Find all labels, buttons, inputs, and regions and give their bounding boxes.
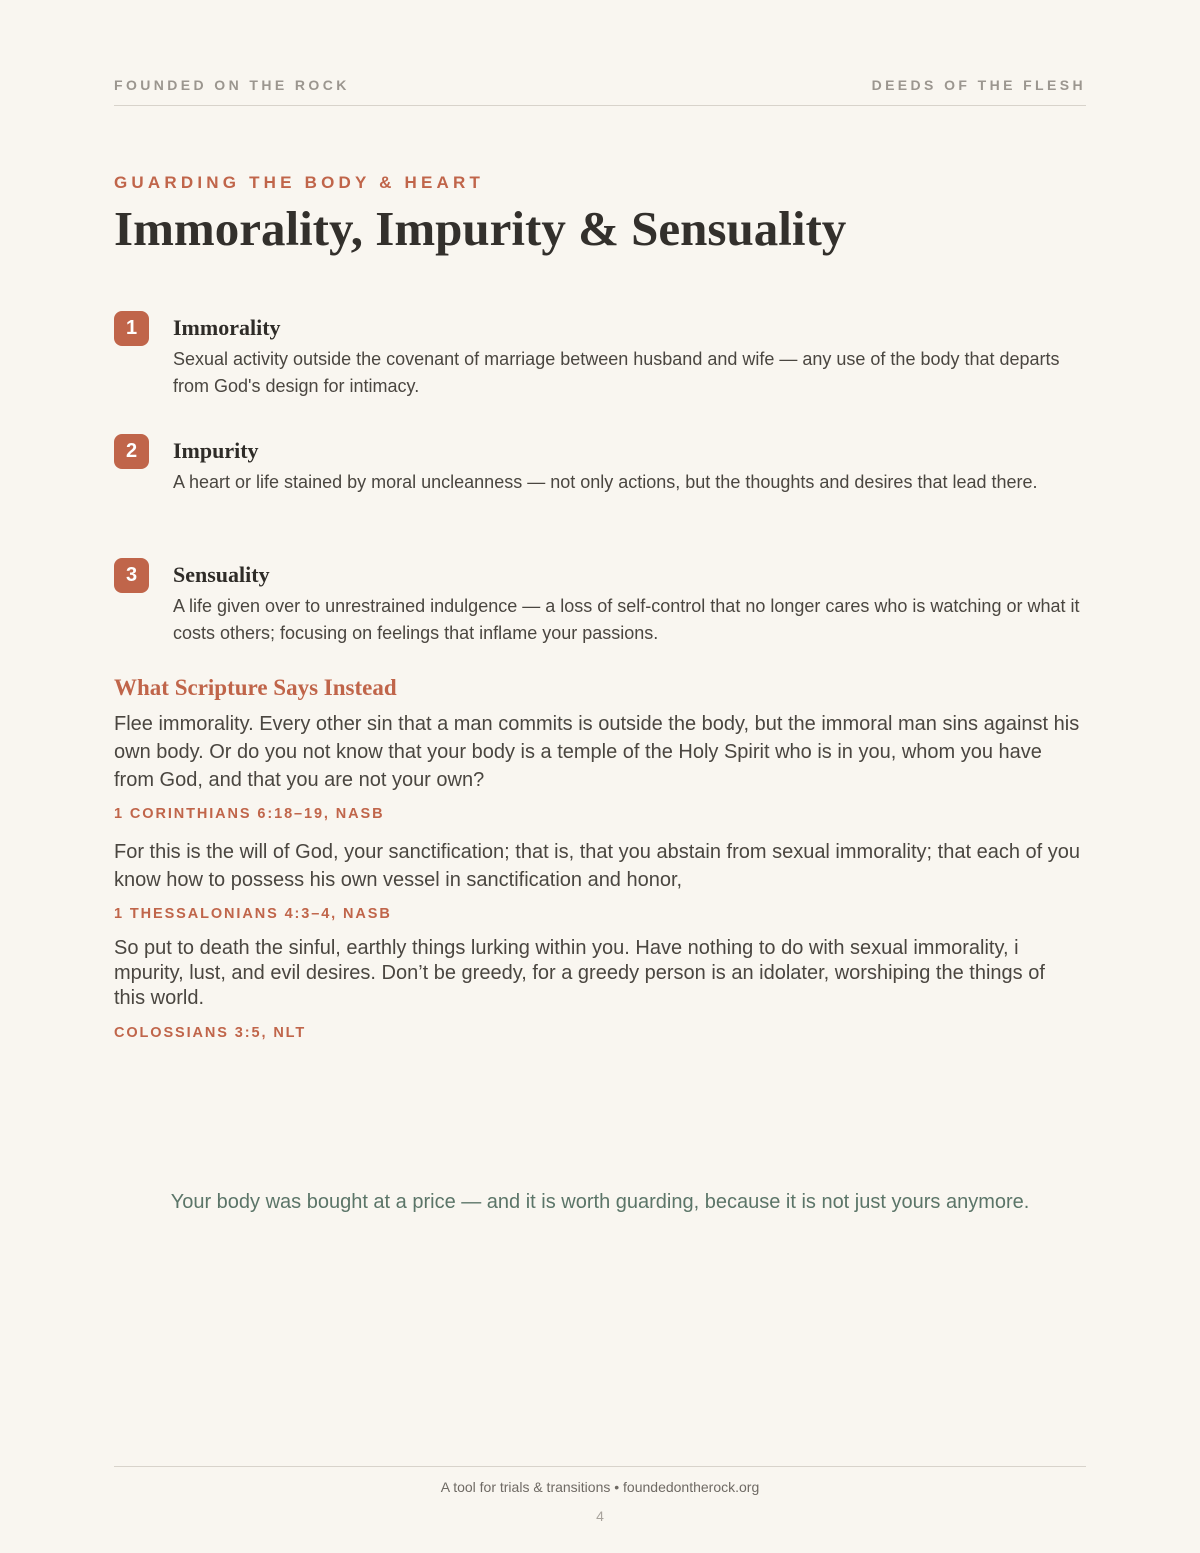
header-right: DEEDS OF THE FLESH [871,77,1086,93]
closing-statement: Your body was bought at a price — and it is worth guarding, because it is not just yours anymore. [170,1191,1030,1213]
scripture-heading: What Scripture Says Instead [114,675,397,700]
scripture-passage: So put to death the sinful, earthly things lurking within you. Have nothing to do with sexual immorality, i mpurity, lust, and evil desires. Don’t be greedy, for a greedy person is an idolater, worshiping the things of this world. [114,937,1045,1009]
scripture-reference: COLOSSIANS 3:5, NLT [114,1025,307,1041]
scripture-passage: For this is the will of God, your sanctification; that is, that you abstain from sexual immorality; that each of you know how to possess his own vessel in sanctification and honor, [114,841,1080,891]
item-title: Sensuality [173,562,270,587]
item-description: Sexual activity outside the covenant of marriage between husband and wife — any use of the body that departs from God's design for intimacy. [173,349,1060,396]
running-header [114,77,1086,93]
header-left: FOUNDED ON THE ROCK [114,77,350,93]
item-title: Immorality [173,315,281,340]
page-title: Immorality, Impurity & Sensuality [114,201,847,256]
item-description: A heart or life stained by moral uncleanness — not only actions, but the thoughts and desires that lead there. [173,472,1038,492]
header-divider [114,105,1086,106]
number-badge: 1 [114,311,149,346]
item-description: A life given over to unrestrained indulgence — a loss of self-control that no longer cares who is watching or what it costs others; focusing on feelings that inflame your passions. [173,596,1080,643]
number-badge: 3 [114,558,149,593]
item-title: Impurity [173,438,259,463]
section-eyebrow: GUARDING THE BODY & HEART [114,173,485,192]
scripture-reference: 1 CORINTHIANS 6:18–19, NASB [114,806,385,822]
page-number: 4 [596,1508,604,1524]
scripture-reference: 1 THESSALONIANS 4:3–4, NASB [114,906,392,922]
number-badge: 2 [114,434,149,469]
document-page [114,0,1086,1553]
footer-divider [114,1466,1086,1467]
footer-text: A tool for trials & transitions • foundedontherock.org [440,1479,760,1495]
scripture-passage: Flee immorality. Every other sin that a man commits is outside the body, but the immoral man sins against his own body. Or do you not know that your body is a temple of the Holy Spirit who is in you, whom you have from God, and that you are not your own? [114,713,1080,791]
